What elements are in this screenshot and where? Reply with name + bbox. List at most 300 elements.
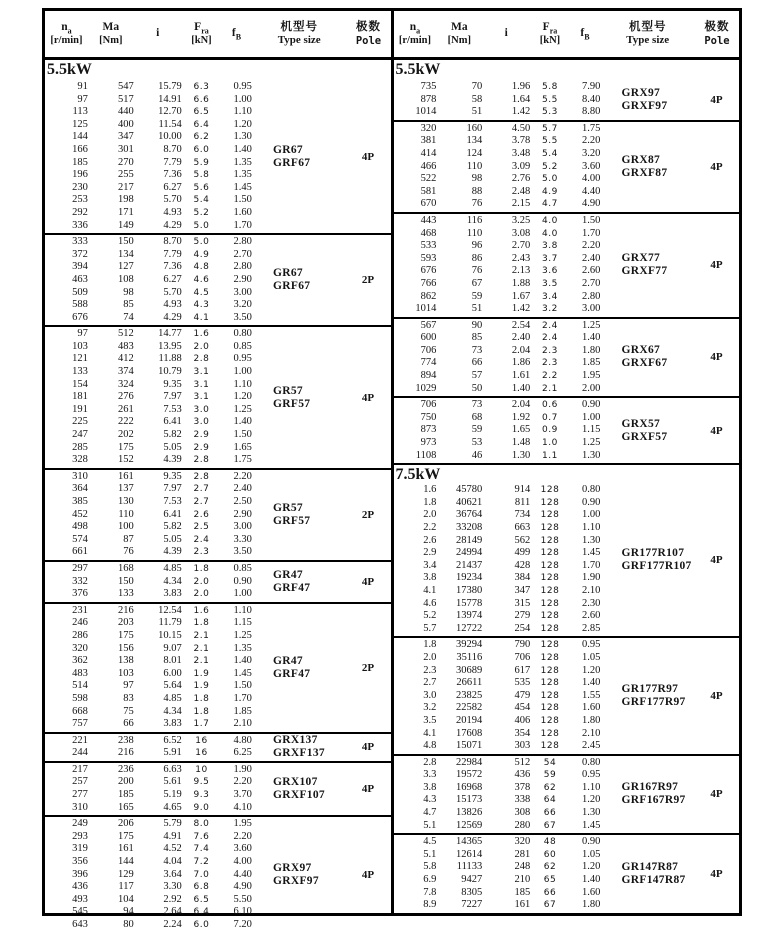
type-size-line: GRX57 [621,417,661,430]
cell-i: 479 [514,689,531,701]
cell-fb: 0.85 [233,562,252,574]
cell-fra: 6.5 [193,107,210,118]
cell-i: 210 [514,874,531,886]
header-fra-unit: [kN] [539,35,561,47]
cell-ma: 110 [466,160,483,172]
cell-ma: 483 [118,340,134,352]
header-i [482,27,530,40]
cell-fb: 1.00 [233,93,252,105]
type-size-line: GRF177R97 [621,696,686,709]
cell-fb: 1.35 [233,156,252,168]
power-section-label: 5.5kW [47,61,92,78]
cell-ma: 53 [471,437,483,449]
table-row [394,639,740,652]
table-row [45,906,391,919]
cell-fb: 1.70 [582,227,601,239]
cell-i: 4.29 [163,219,182,231]
cell-na: 336 [72,219,88,231]
cell-fb: 2.20 [233,470,252,482]
spec-rows [394,81,740,119]
cell-i: 663 [514,522,531,533]
cell-fra: 1.8 [193,706,210,717]
cell-fra: 5.7 [542,123,558,134]
type-size-line: GR147R87 [621,861,679,874]
cell-i: 617 [514,664,531,676]
power-section-label: 5.5kW [395,61,441,78]
type-size-label [622,252,668,278]
cell-fra: 2.8 [193,354,210,365]
type-size-line: GR57 [273,384,303,397]
cell-na: 3.8 [423,572,437,584]
cell-na: 436 [72,881,88,893]
type-size-line: GRF47 [273,581,311,594]
cell-na: 574 [72,533,88,545]
cell-ma: 261 [118,403,134,415]
cell-fra: 128 [540,611,560,622]
cell-fra: 4.5 [193,287,210,298]
type-size-line: GRF147R87 [621,874,686,887]
cell-fra: 128 [540,548,560,559]
cell-i: 11.88 [158,353,182,365]
cell-i: 3.83 [163,718,182,730]
cell-ma: 108 [118,273,134,285]
cell-ma: 22582 [456,702,483,714]
cell-i: 12.70 [158,106,182,118]
cell-ma: 512 [118,328,134,340]
table-row [394,357,740,370]
table-row [394,228,740,241]
table-row [45,576,391,589]
cell-i: 10.15 [158,629,182,641]
pole-label: 4P [710,93,723,106]
table-row [394,412,740,425]
table-row [45,416,391,429]
pole-label: 4P [361,391,375,404]
table-row [45,802,391,815]
cell-i: 5.61 [163,776,182,788]
cell-fra: 48 [543,837,557,848]
cell-na: 217 [72,763,88,775]
cell-fra: 6.3 [193,82,210,92]
cell-ma: 324 [118,378,134,390]
spec-rows [45,471,391,559]
header-na [45,21,88,48]
cell-ma: 86 [471,252,483,264]
cell-ma: 33208 [456,522,483,533]
cell-ma: 13826 [456,807,483,819]
type-size-label [273,776,325,802]
spec-rows [394,639,740,752]
spec-group [45,468,391,560]
cell-na: 3.3 [423,769,437,781]
cell-fra: 3.8 [542,241,558,252]
cell-na: 396 [72,868,88,880]
spec-rows [394,123,740,211]
cell-fra: 8.0 [193,819,210,830]
cell-i: 5.19 [163,789,182,801]
cell-fra: 2.8 [193,455,210,466]
pole-label: 2P [361,661,375,674]
table-row [394,836,740,849]
cell-ma: 96 [471,240,483,252]
cell-fb: 3.50 [233,546,252,558]
table-row [45,106,391,119]
table-row [45,509,391,522]
cell-fb: 1.30 [582,807,601,819]
cell-fra: 128 [540,523,560,533]
cell-na: 6.9 [423,874,437,886]
cell-fb: 1.90 [233,763,252,775]
cell-fra: 3.0 [193,417,210,428]
cell-ma: 276 [118,391,134,403]
cell-fb: 2.00 [582,382,601,394]
cell-na: 320 [420,122,437,134]
cell-ma: 51 [471,303,483,315]
cell-i: 436 [514,769,531,781]
cell-fra: 128 [540,678,560,689]
cell-i: 6.00 [163,667,182,679]
cell-na: 1108 [415,449,437,461]
cell-ma: 165 [118,801,134,813]
cell-ma: 67 [471,277,483,289]
table-row [394,572,740,585]
cell-fb: 1.30 [582,449,601,461]
table-row [394,484,740,497]
cell-fb: 3.50 [233,311,252,323]
cell-na: 4.1 [423,584,437,596]
cell-ma: 116 [466,214,483,226]
cell-ma: 238 [118,734,134,746]
cell-fra: 2.2 [542,371,558,382]
cell-ma: 66 [123,718,134,730]
table-row [45,605,391,618]
spec-rows [394,836,740,912]
cell-i: 454 [514,702,531,714]
table-row [45,483,391,496]
cell-ma: 15778 [456,597,483,609]
cell-ma: 137 [118,483,134,495]
cell-na: 97 [77,93,88,105]
cell-fra: 128 [540,497,560,508]
cell-ma: 58 [471,93,483,105]
pole-label: 4P [710,553,723,566]
cell-na: 414 [420,147,437,159]
cell-fra: 1.8 [193,563,210,574]
cell-na: 4.5 [423,836,437,848]
cell-fra: 67 [543,900,557,911]
type-size-line: GRXF97 [273,874,319,887]
table-row [394,497,740,510]
table-row [394,757,740,770]
table-row [45,831,391,844]
cell-fra: 2.7 [193,484,210,495]
cell-i: 428 [514,559,531,571]
table-header-left [45,11,391,60]
cell-fb: 1.80 [582,899,601,911]
cell-fb: 1.20 [582,861,601,873]
power-section-label: 7.5kW [394,463,740,483]
cell-ma: 117 [118,881,134,893]
header-i-symbol: i [504,27,508,40]
cell-i: 6.52 [163,734,182,746]
cell-i: 406 [514,714,531,726]
type-size-line: GRX97 [621,86,661,99]
cell-fb: 1.70 [233,692,252,704]
cell-na: 286 [72,629,88,641]
cell-na: 4.3 [423,794,437,806]
table-row [45,747,391,760]
table-row [394,135,740,148]
cell-i: 2.92 [163,893,182,905]
spec-group [45,732,391,761]
table-row [394,399,740,412]
cell-na: 2.0 [423,651,437,663]
cell-ma: 24994 [456,547,483,559]
cell-na: 735 [420,81,437,92]
cell-fb: 4.80 [233,734,252,746]
table-row [45,843,391,856]
header-fb-symbol: $f_B$ [231,26,242,42]
cell-ma: 40621 [456,496,483,508]
cell-i: 2.40 [511,332,531,344]
cell-fra: 7.0 [193,869,210,880]
cell-fb: 2.20 [582,135,601,147]
cell-fra: 6.8 [193,882,210,893]
spec-rows [45,735,391,760]
table-row [45,194,391,207]
cell-fra: 2.3 [193,547,210,558]
left-table [45,11,391,930]
cell-ma: 8305 [461,886,483,898]
table-row [45,429,391,442]
cell-ma: 94 [123,906,134,918]
cell-na: 133 [72,366,88,378]
cell-ma: 270 [118,156,134,168]
cell-fb: 7.90 [582,81,601,92]
cell-fb: 2.80 [582,290,601,302]
cell-ma: 88 [471,185,483,197]
cell-fra: 2.1 [193,643,210,654]
cell-fra: 5.5 [542,136,558,147]
cell-i: 790 [514,639,531,651]
table-row [45,442,391,455]
cell-i: 535 [514,677,531,689]
cell-i: 2.04 [511,344,531,356]
cell-i: 5.70 [163,194,182,206]
table-row [394,332,740,345]
cell-na: 493 [72,893,88,905]
cell-i: 7.53 [163,403,182,415]
cell-fra: 65 [543,875,557,886]
table-row [45,312,391,325]
table-row [45,919,391,932]
cell-na: 191 [72,403,88,415]
cell-ma: 217 [118,181,134,193]
cell-ma: 28149 [456,534,483,546]
cell-i: 2.24 [163,919,182,930]
cell-i: 9.35 [163,378,182,390]
cell-fra: 1.9 [193,681,210,692]
cell-fb: 4.40 [233,868,252,880]
cell-fb: 1.50 [233,194,252,206]
cell-fra: 1.8 [193,618,210,629]
cell-ma: 36764 [456,509,483,521]
cell-fra: 5.6 [193,182,210,193]
spec-group [45,815,391,932]
spec-rows [45,81,391,232]
spec-group [394,212,740,317]
type-size-line: GRX87 [621,153,661,166]
cell-fb: 1.35 [233,642,252,654]
cell-fra: 16 [195,748,208,759]
cell-fra: 2.9 [193,430,210,441]
cell-na: 253 [72,194,88,206]
table-row [45,735,391,748]
header-type-size [600,21,695,47]
table-row [45,454,391,467]
header-type-size-en: Type size [277,34,321,47]
cell-na: 3.5 [423,714,437,726]
cell-na: 545 [72,906,88,918]
cell-na: 292 [72,206,88,218]
cell-ma: 21437 [456,559,483,571]
cell-i: 5.05 [163,441,182,453]
type-size-line: GRXF57 [621,430,668,443]
table-row [394,186,740,199]
cell-fb: 1.40 [233,143,252,155]
cell-na: 1029 [415,382,437,394]
cell-na: 766 [420,277,437,289]
cell-fb: 6.10 [233,906,252,918]
cell-na: 97 [77,328,88,340]
header-pole-cn: 极数 [704,21,730,34]
cell-i: 1.40 [511,382,531,394]
cell-na: 593 [420,252,437,264]
table-row [394,320,740,333]
cell-fra: 5.0 [542,174,558,185]
cell-fb: 4.00 [233,856,252,868]
cell-fb: 2.50 [233,496,252,507]
cell-i: 1.96 [511,81,531,92]
cell-fb: 4.10 [233,801,252,813]
cell-i: 161 [514,899,531,911]
table-row [45,643,391,656]
cell-fb: 2.40 [582,252,601,264]
cell-na: 7.8 [423,886,437,898]
cell-fb: 1.00 [233,588,252,600]
cell-fra: 128 [540,741,560,752]
cell-fb: 1.50 [233,429,252,441]
cell-fb: 0.80 [582,756,601,768]
pole-label: 4P [361,783,375,796]
table-row [45,366,391,379]
cell-ma: 202 [118,429,134,441]
pole-label: 4P [710,788,723,801]
table-row [45,534,391,547]
cell-i: 254 [514,622,531,634]
table-row [45,169,391,182]
table-row [394,702,740,715]
cell-i: 1.61 [511,370,531,382]
table-row [45,391,391,404]
cell-i: 10.79 [158,366,182,378]
cell-na: 3.8 [423,781,437,793]
spec-table-frame [42,8,742,930]
cell-na: 2.9 [423,547,437,559]
cell-fra: 4.8 [193,262,210,273]
cell-fra: 2.7 [193,497,210,507]
cell-fb: 1.60 [582,702,601,714]
cell-fb: 2.60 [582,610,601,622]
cell-fb: 0.90 [582,496,601,508]
pole-label: 4P [361,741,375,754]
table-body-left [45,60,391,933]
type-size-line: GRXF97 [621,99,668,112]
cell-fb: 1.95 [233,818,252,830]
cell-fb: 0.95 [233,81,252,92]
cell-na: 598 [72,692,88,704]
cell-fra: 5.0 [193,220,210,231]
cell-na: 293 [72,830,88,842]
cell-ma: 130 [118,496,134,507]
pole-label: 4P [361,868,375,881]
cell-i: 3.09 [511,160,531,172]
cell-na: 676 [72,311,88,323]
cell-fb: 3.60 [233,843,252,855]
type-size-line: GRXF77 [621,265,668,278]
cell-na: 385 [72,496,88,507]
cell-na: 2.0 [423,509,437,521]
table-row [394,849,740,862]
cell-fb: 2.45 [582,740,601,752]
cell-fra: 7.6 [193,831,210,842]
cell-ma: 144 [118,856,134,868]
cell-na: 166 [72,143,88,155]
cell-ma: 76 [123,546,134,558]
table-row [394,198,740,211]
cell-i: 6.27 [163,181,182,193]
type-size-label [273,502,310,528]
cell-ma: 15071 [456,740,483,752]
cell-i: 811 [514,496,531,508]
cell-na: 285 [72,441,88,453]
cell-fra: 128 [540,510,560,521]
cell-na: 277 [72,789,88,801]
table-row [45,764,391,777]
cell-i: 378 [514,781,531,793]
cell-i: 706 [514,651,531,663]
header-fra-symbol: $F_{ra}$ [194,20,209,36]
cell-fra: 2.4 [193,534,210,545]
cell-i: 13.95 [158,340,182,352]
table-row [394,303,740,316]
cell-i: 2.43 [511,252,531,264]
cell-na: 5.7 [423,622,437,634]
cell-ma: 216 [118,604,134,616]
cell-fra: 5.8 [193,170,210,181]
table-row [394,782,740,795]
cell-fra: 2.0 [193,576,210,587]
type-size-line: GRF67 [273,280,311,293]
cell-i: 5.64 [163,680,182,692]
table-row [394,450,740,463]
cell-fb: 1.30 [582,534,601,546]
cell-fb: 1.05 [582,848,601,860]
cell-i: 280 [514,819,531,831]
type-size-line: GRX97 [273,861,312,874]
cell-na: 463 [72,273,88,285]
type-size-line: GR177R107 [621,546,685,559]
